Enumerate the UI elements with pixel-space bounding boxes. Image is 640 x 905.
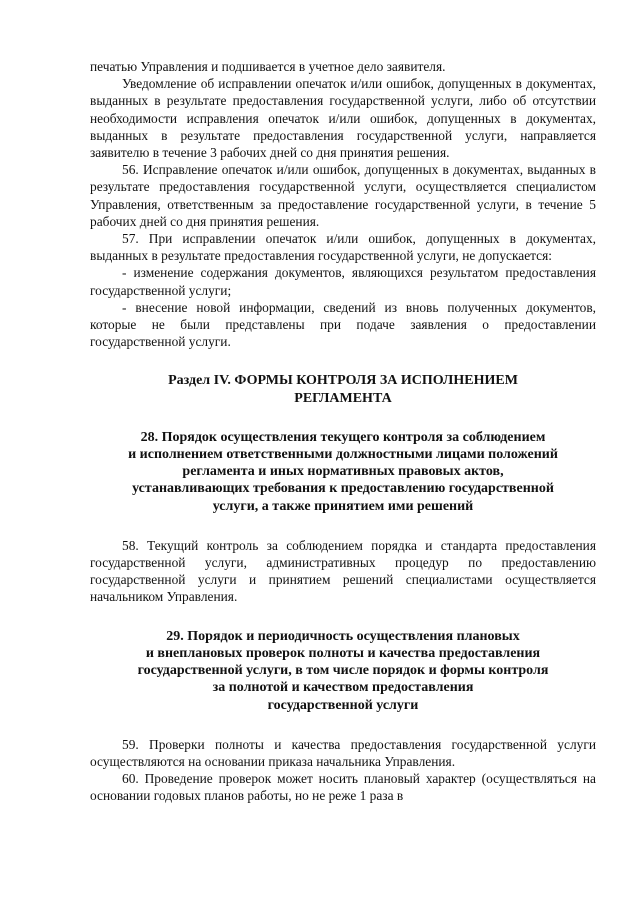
paragraph-59: 59. Проверки полноты и качества предоставления государственной услуги осуществляются на основании приказа начальника Управления. — [90, 736, 596, 769]
subsection-28-line-3: регламента и иных нормативных правовых актов, — [182, 464, 504, 480]
subsection-28-line-2: и исполнением ответственными должностными лицами положений — [128, 447, 558, 463]
subsection-28-line-5: услуги, а также принятием ими решений — [212, 498, 474, 514]
subsection-29-heading — [90, 628, 596, 714]
subsection-28-heading — [90, 429, 596, 515]
subsection-28-line-4: устанавливающих требования к предоставлению государственной — [132, 481, 554, 497]
section-title — [90, 372, 596, 406]
subsection-29-line-4: за полнотой и качеством предоставления — [212, 680, 474, 696]
paragraph-56: 56. Исправление опечаток и/или ошибок, допущенных в документах, выданных в результате предоставления государственной услуги, осуществляется специалистом Управления, ответственным за предоставление государственной услуги, в течение 5 рабочих дней со дня принятия решения. — [90, 162, 596, 229]
subsection-29-line-3: государственной услуги, в том числе порядок и формы контроля — [137, 663, 549, 679]
paragraph-57: 57. При исправлении опечаток и/или ошибок, допущенных в документах, выданных в результате предоставления государственной услуги, не допускается: — [90, 231, 596, 264]
subsection-28-line-1: 28. Порядок осуществления текущего контроля за соблюдением — [140, 429, 546, 445]
section-title-line-2: РЕГЛАМЕНТА — [294, 390, 392, 406]
subsection-29-line-2: и внеплановых проверок полноты и качества предоставления — [145, 645, 541, 661]
subsection-29-line-5: государственной услуги — [267, 697, 419, 713]
paragraph-58: 58. Текущий контроль за соблюдением порядка и стандарта предоставления государственной услуги, административных процедур по предоставлению государственной услуги и принятием решений специалистами осуществляется начальником Управления. — [90, 537, 596, 605]
section-title-line-1: Раздел IV. ФОРМЫ КОНТРОЛЯ ЗА ИСПОЛНЕНИЕМ — [168, 373, 518, 389]
paragraph-60: 60. Проведение проверок может носить плановый характер (осуществляться на основании годовых планов работы, но не реже 1 раза в — [90, 771, 596, 804]
list-item-content-change: - изменение содержания документов, являющихся результатом предоставления государственной услуги; — [90, 265, 596, 298]
subsection-29-line-1: 29. Порядок и периодичность осуществления плановых — [166, 628, 520, 644]
paragraph-notification: Уведомление об исправлении опечаток и/или ошибок, допущенных в документах, выданных в результате предоставления государственной услуги, либо об отсутствии необходимости исправления опечаток и/или ошибок, допущенных в документах, выданных в результате предоставления государственной услуги, направляется заявителю в течение 3 рабочих дней со дня принятия решения. — [90, 76, 596, 161]
list-item-new-info: - внесение новой информации, сведений из вновь полученных документов, которые не были представлены при подаче заявления о предоставлении государственной услуги. — [90, 299, 596, 350]
paragraph-continuation: печатью Управления и подшивается в учетное дело заявителя. — [90, 59, 446, 74]
document-page — [90, 58, 596, 805]
